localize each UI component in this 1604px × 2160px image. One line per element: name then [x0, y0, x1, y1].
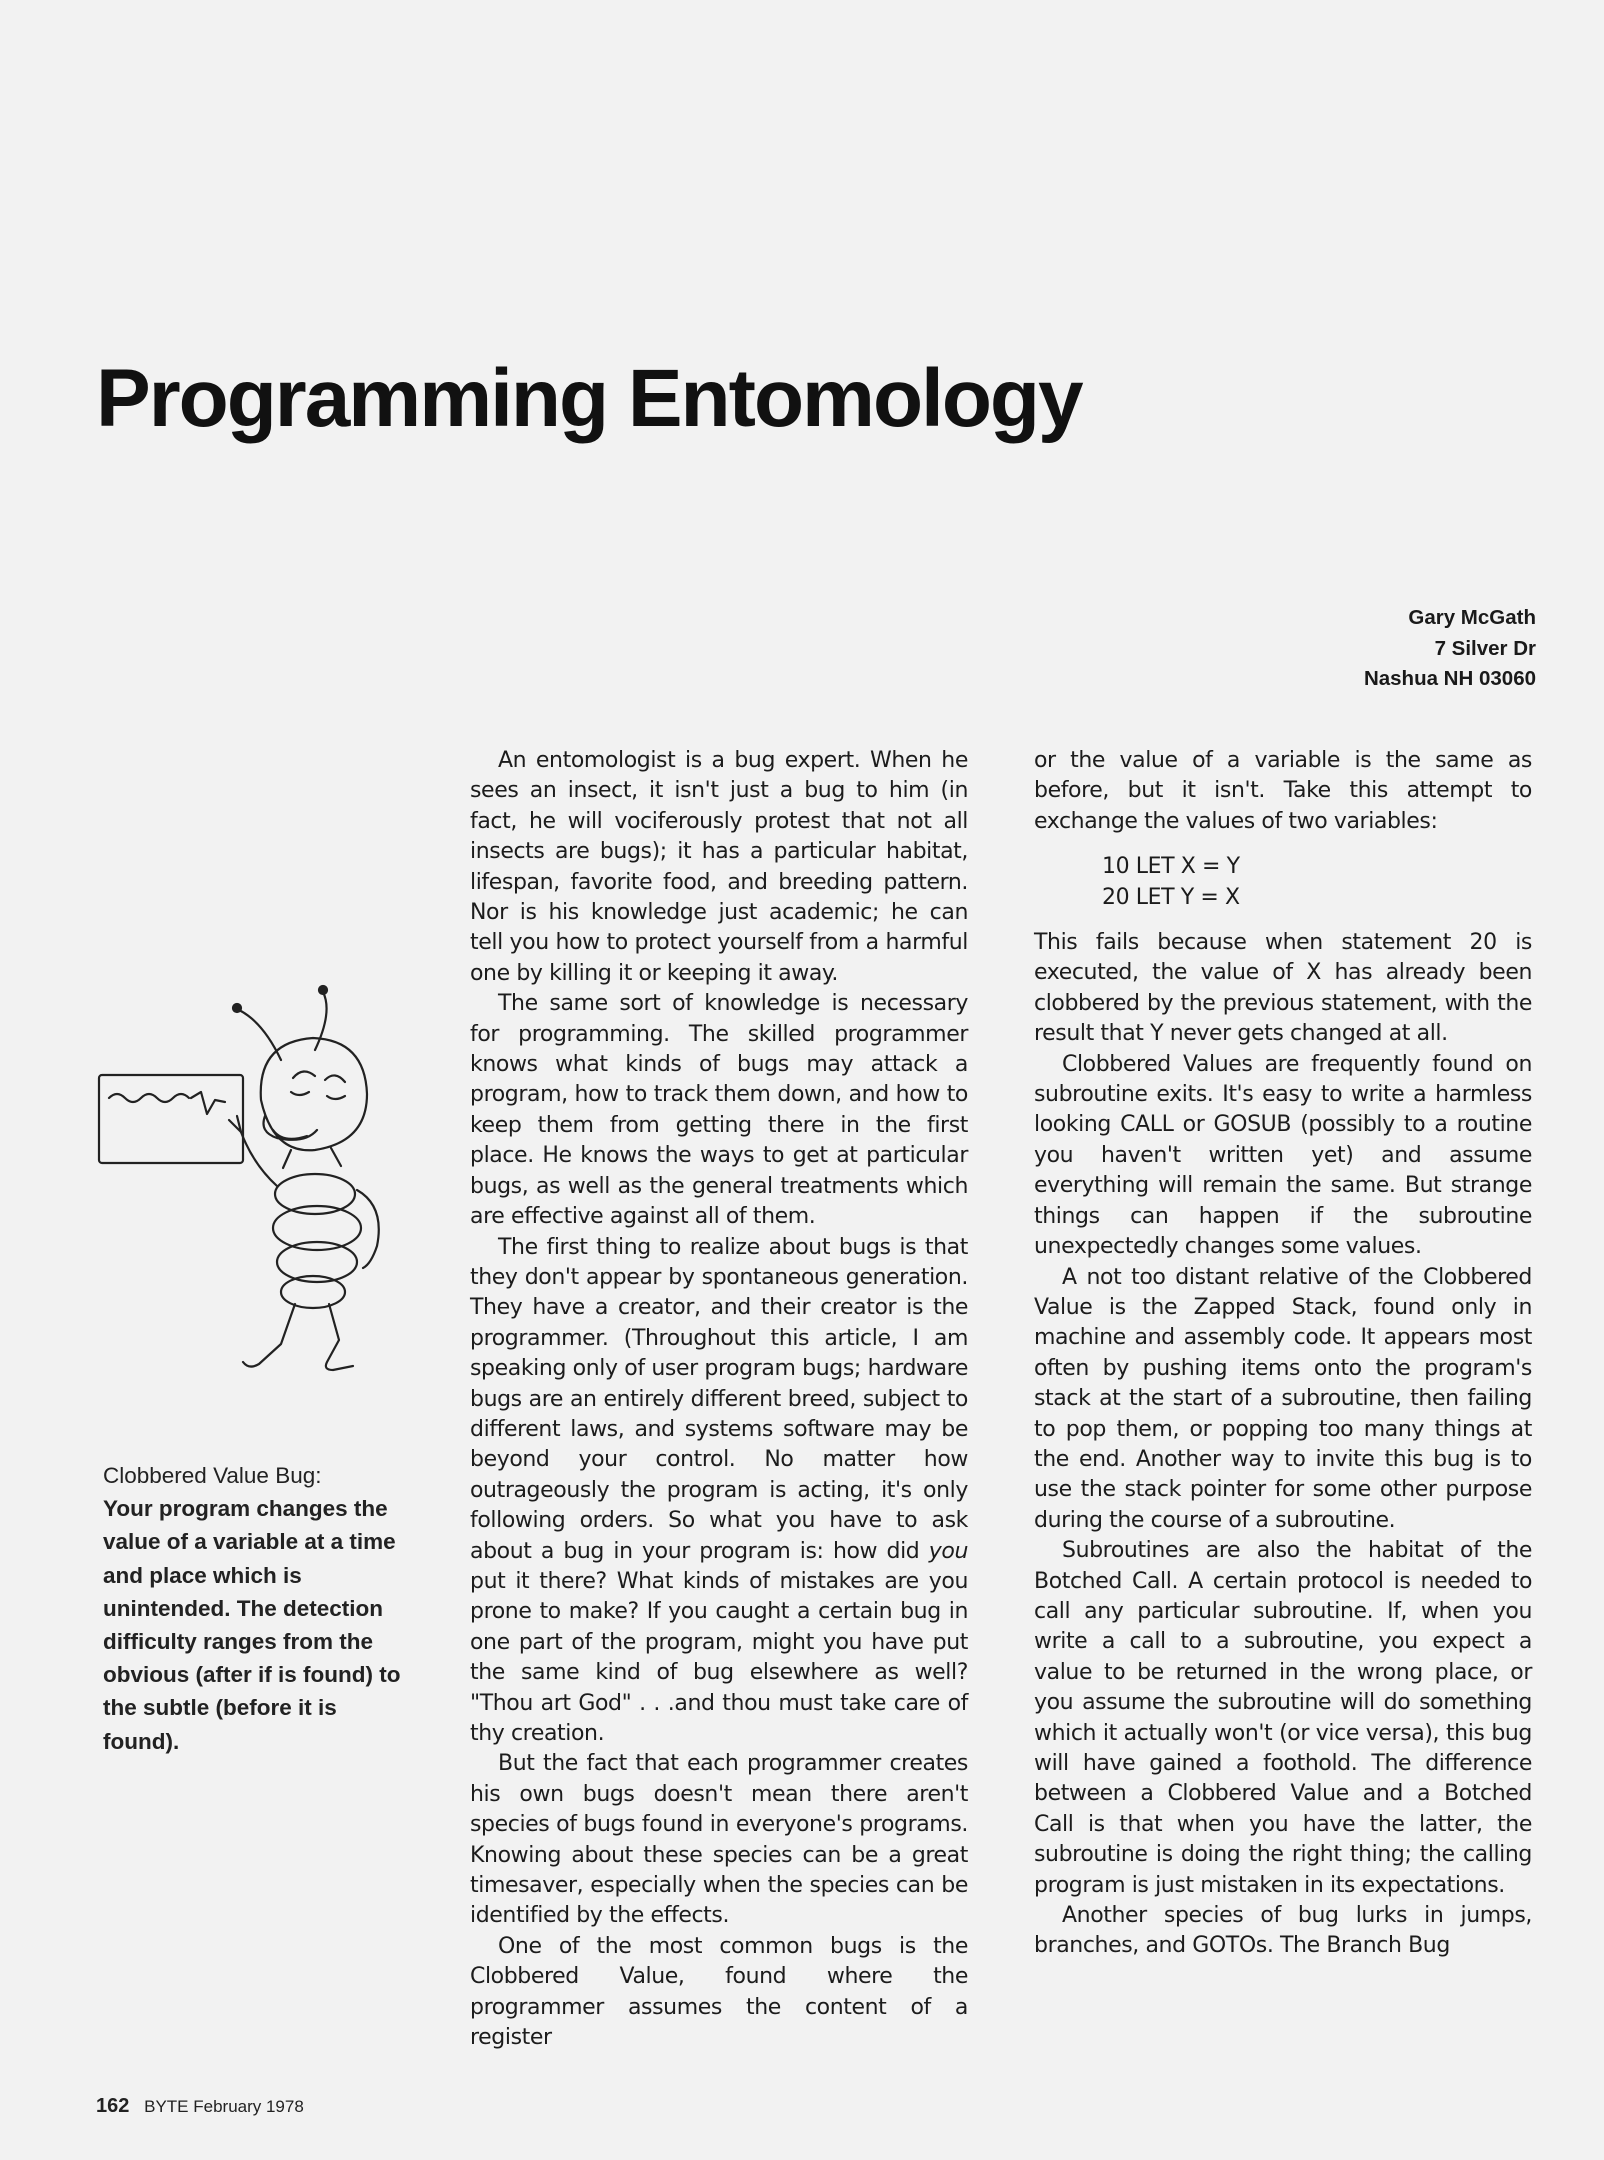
code-line: 10 LET X = Y [1102, 854, 1240, 880]
paragraph: A not too distant relative of the Clobbered Value is the Zapped Stack, found only in machine and assembly code. It appears most often by pushing items onto the program's stack at the start of a subroutine, then failing to pop them, or popping too many things at the end. Another way to invite this bug is to use the stack pointer for some other purpose during the course of a subroutine. [1034, 1264, 1532, 1533]
emphasis-you: you [928, 1538, 968, 1564]
author-street: 7 Silver Dr [1434, 636, 1536, 660]
caption-body: Your program changes the value of a variable at a time and place which is unintended. The detection difficulty ranges from the obvious (after if is found) to the subtle (before it is found). [103, 1496, 401, 1754]
code-line: 20 LET Y = X [1102, 884, 1240, 910]
article-title: Programming Entomology [96, 353, 1082, 444]
page-footer [96, 2095, 304, 2118]
publication-line: BYTE February 1978 [144, 2097, 304, 2116]
illustration-caption [103, 1459, 403, 1758]
bug-cartoon-illustration [95, 980, 425, 1390]
paragraph: One of the most common bugs is the Clobbered Value, found where the programmer assumes the content of a register [470, 1933, 968, 2051]
paragraph: Clobbered Values are frequently found on subroutine exits. It's easy to write a harmless looking CALL or GOSUB (possibly to a routine you haven't written yet) and assume everything will remain the same. But strange things can happen if the subroutine unexpectedly changes some values. [1034, 1051, 1532, 1260]
author-city: Nashua NH 03060 [1363, 667, 1536, 690]
paragraph-text: put it there? What kinds of mistakes are you prone to make? If you caught a certain bug in one part of the program, might you have put the same kind of bug elsewhere as well? "Thou art God" . . .and thou must take care of thy creation. [470, 1568, 968, 1746]
paragraph: But the fact that each programmer creates his own bugs doesn't mean there aren't species of bugs found in everyone's programs. Knowing about these species can be a great timesaver, especially when the species can be identified by the effects. [470, 1751, 968, 1929]
article-column-right [1034, 746, 1532, 1962]
article-column-middle [470, 746, 968, 2053]
paragraph: This fails because when statement 20 is executed, the value of X has already been clobbered by the previous statement, with the result that Y never gets changed at all. [1034, 930, 1532, 1047]
page-number: 162 [96, 2095, 130, 2117]
paragraph: The same sort of knowledge is necessary for programming. The skilled programmer knows what kinds of bugs may attack a program, how to track them down, and how to keep them from getting there in the first place. He knows the ways to get at particular bugs, as well as the general treatments which are effective against all of them. [470, 991, 968, 1230]
paragraph-text: The first thing to realize about bugs is that they don't appear by spontaneous generation. They have a creator, and their creator is the programmer. (Throughout this article, I am speaking only of user program bugs; hardware bugs are an entirely different breed, subject to different laws, and systems software may be beyond your control. No matter how outrageously the program is acting, it's only following orders. So what you have to ask about a bug in your program is: how did [470, 1234, 968, 1564]
paragraph [470, 1233, 968, 1750]
author-name: Gary McGath [1408, 606, 1536, 629]
paragraph: An entomologist is a bug expert. When he sees an insect, it isn't just a bug to him (in fact, he will vociferously protest that not all insects are bugs); it has a particular habitat, lifespan, favorite food, and breeding pattern. Nor is his knowledge just academic; he can tell you how to protect yourself from a harmful one by killing it or keeping it away. [470, 748, 968, 986]
paragraph: Another species of bug lurks in jumps, branches, and GOTOs. The Branch Bug [1034, 1903, 1532, 1959]
caption-title: Clobbered Value Bug: [103, 1463, 322, 1488]
author-block [1364, 603, 1536, 695]
paragraph: Subroutines are also the habitat of the Botched Call. A certain protocol is needed to call any particular subroutine. If, when you write a call to a subroutine, you expect a value to be returned in the wrong place, or you assume the subroutine will do something which it actually won't (or vice versa), this bug will have gained a foothold. The difference between a Clobbered Value and a Botched Call is that when you have the latter, the subroutine is doing the right thing; the calling program is just mistaken in its expectations. [1034, 1538, 1532, 1898]
code-listing [1102, 852, 1532, 913]
paragraph: or the value of a variable is the same as before, but it isn't. Take this attempt to exchange the values of two variables: [1034, 748, 1532, 834]
